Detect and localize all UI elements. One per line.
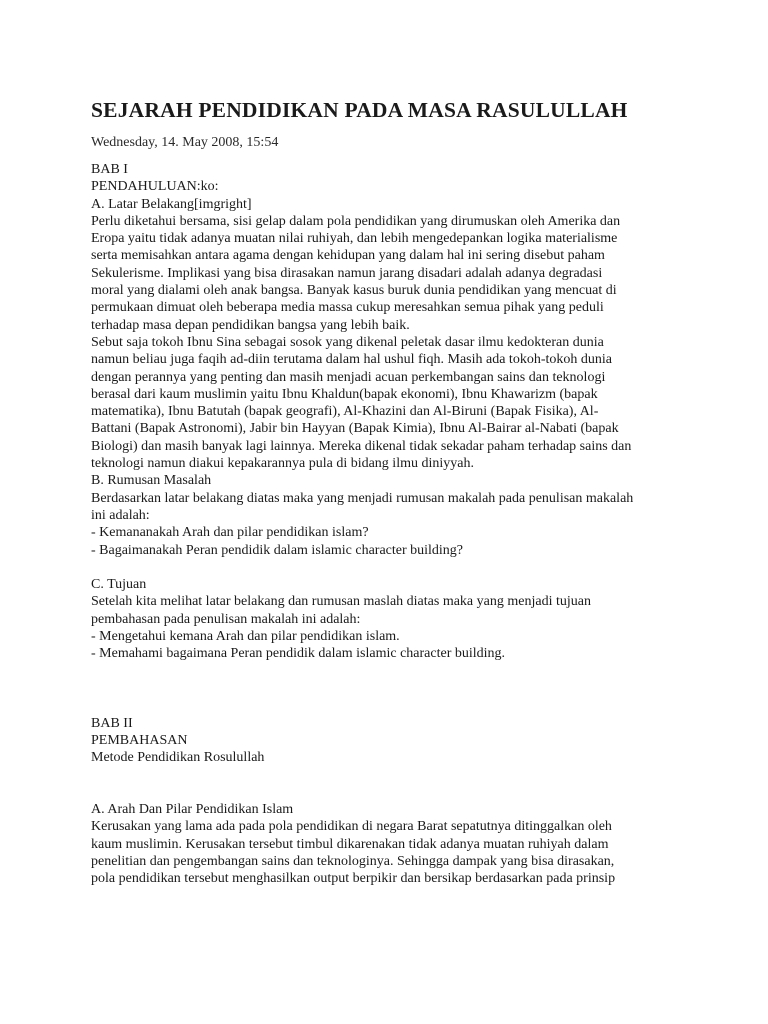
text-line: Perlu diketahui bersama, sisi gelap dalam pola pendidikan yang dirumuskan oleh Amerika dan (91, 213, 621, 229)
text-line: kaum muslimin. Kerusakan tersebut timbul dikarenakan tidak adanya muatan ruhiyah dalam (91, 836, 609, 852)
text-line: pembahasan pada penulisan makalah ini adalah: (91, 611, 361, 627)
text-line: PENDAHULUAN:ko: (91, 179, 219, 195)
document-page (91, 96, 691, 887)
text-line: Sebut saja tokoh Ibnu Sina sebagai sosok yang dikenal peletak dasar ilmu kedokteran dunia (91, 334, 604, 350)
document-title: SEJARAH PENDIDIKAN PADA MASA RASULULLAH (91, 98, 628, 122)
text-line: pola pendidikan tersebut menghasilkan output berpikir dan bersikap berdasarkan pada prinsip (91, 871, 616, 887)
text-line: ini adalah: (91, 507, 150, 523)
text-line: namun beliau juga faqih ad-diin terutama dalam hal ushul fiqh. Masih ada tokoh-tokoh dunia (91, 352, 612, 368)
text-line: Kerusakan yang lama ada pada pola pendidikan di negara Barat sepatutnya ditinggalkan oleh (91, 819, 612, 835)
text-line: - Bagaimanakah Peran pendidik dalam islamic character building? (91, 542, 464, 558)
blank-line (91, 784, 691, 801)
text-line: A. Arah Dan Pilar Pendidikan Islam (91, 801, 294, 817)
text-line: A. Latar Belakang[imgright] (91, 196, 252, 212)
text-line: - Kemananakah Arah dan pilar pendidikan islam? (91, 525, 369, 541)
text-line: permukaan dimuat oleh beberapa media massa cukup meresahkan semua pihak yang peduli (91, 300, 604, 316)
text-line: Metode Pendidikan Rosulullah (91, 750, 265, 766)
text-line: moral yang dialami oleh anak bangsa. Banyak kasus buruk dunia pendidikan yang mencuat di (91, 283, 617, 299)
blank-line (91, 766, 691, 783)
text-line: teknologi namun diakui kepakarannya pula di bidang ilmu diniyyah. (91, 456, 474, 472)
text-line: - Mengetahui kemana Arah dan pilar pendidikan islam. (91, 629, 400, 645)
text-line: Eropa yaitu tidak adanya muatan nilai ruhiyah, dan lebih mengedepankan logika materialisme (91, 231, 618, 247)
blank-line (91, 663, 691, 680)
text-line: berasal dari kaum muslimin yaitu Ibnu Khaldun(bapak ekonomi), Ibnu Khawarizm (bapak (91, 386, 598, 402)
text-line: dengan perannya yang penting dan masih menjadi acuan perkembangan sains dan teknologi (91, 369, 606, 385)
text-line: BAB II (91, 715, 133, 731)
text-line: - Memahami bagaimana Peran pendidik dalam islamic character building. (91, 646, 506, 662)
text-line: matematika), Ibnu Batutah (bapak geografi), Al-Khazini dan Al-Biruni (Bapak Fisika), Al- (91, 404, 599, 420)
text-line: B. Rumusan Masalah (91, 473, 212, 489)
blank-line (91, 559, 691, 576)
text-line: Setelah kita melihat latar belakang dan rumusan maslah diatas maka yang menjadi tujuan (91, 594, 591, 610)
text-line: serta memisahkan antara agama dengan kehidupan yang dalam hal ini sering disebut paham (91, 248, 605, 264)
document-body (91, 161, 691, 887)
text-line: Battani (Bapak Astronomi), Jabir bin Hayyan (Bapak Kimia), Ibnu Al-Bairar al-Nabati (bapak (91, 421, 619, 437)
blank-line (91, 680, 691, 697)
text-line: BAB I (91, 162, 128, 177)
text-line: C. Tujuan (91, 577, 147, 593)
blank-line (91, 697, 691, 714)
text-line: Biologi) dan masih banyak lagi lainnya. Mereka dikenal tidak sekadar paham terhadap sains dan (91, 438, 632, 454)
text-line: Berdasarkan latar belakang diatas maka yang menjadi rumusan makalah pada penulisan makalah (91, 490, 634, 506)
text-line: penelitian dan pengembangan sains dan teknologinya. Sehingga dampak yang bisa dirasakan, (91, 853, 615, 869)
text-line: Sekulerisme. Implikasi yang bisa dirasakan namun jarang disadari adalah adanya degradasi (91, 265, 603, 281)
post-date: Wednesday, 14. May 2008, 15:54 (91, 135, 279, 150)
text-line: terhadap masa depan pendidikan bangsa yang lebih baik. (91, 317, 410, 333)
text-line: PEMBAHASAN (91, 732, 188, 748)
